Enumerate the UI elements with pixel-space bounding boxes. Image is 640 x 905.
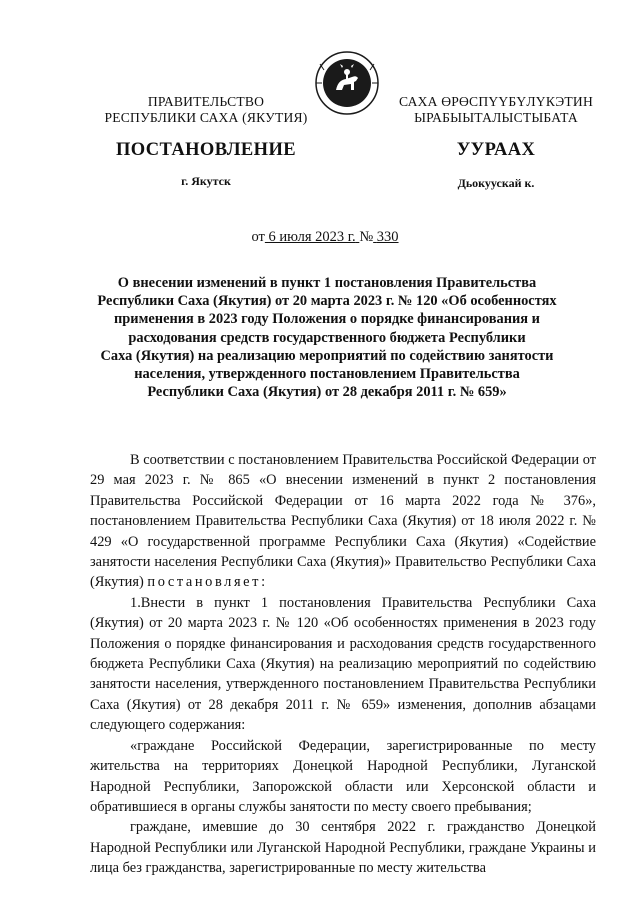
right-org-line-1: САХА ӨРӨСПҮҮБҮЛҮКЭТИН (399, 94, 593, 109)
left-organization-name (96, 94, 316, 126)
body-paragraph-preamble: В соответствии с постановлением Правительства Российской Федерации от 29 мая 2023 г. № 865 «О внесении изменений в пункт 2 постановления Правительства Российской Федерации от 16 марта 2022 года № 376», постановлением Правительства Республики Саха (Якутия) от 18 июля 2022 г. № 429 «О государственной программе Республики Саха (Якутия) «Содействие занятости населения Республики Саха (Якутия)» Правительство Республики Саха (Якутия) постановляет: (90, 452, 596, 591)
title-line: Республики Саха (Якутия) от 20 марта 2023 г. № 120 «Об особенностях (97, 293, 557, 310)
title-line: населения, утвержденного постановлением Правительства (134, 366, 520, 383)
document-number: 330 (376, 229, 399, 245)
document-date: 6 июля 2023 г. (268, 229, 356, 245)
date-prefix: от (251, 229, 265, 245)
coat-of-arms-icon (314, 50, 380, 116)
title-line: Саха (Якутия) на реализацию мероприятий по содействию занятости (100, 347, 554, 364)
right-document-type: УУРААХ (456, 140, 536, 160)
body-paragraph-quoted-1: «граждане Российской Федерации, зарегистрированные по месту жительства на территориях Донецкой Народной Республики, Луганской Народной Республики, Запорожской области или Херсонской области и обратившиеся в органы службы занятости по месту своего пребывания; (90, 737, 596, 815)
document-body (90, 450, 596, 879)
left-org-line-2: РЕСПУБЛИКИ САХА (ЯКУТИЯ) (104, 110, 308, 125)
right-organization-name (392, 94, 600, 126)
left-document-type: ПОСТАНОВЛЕНИЕ (115, 140, 296, 160)
number-prefix: № (359, 229, 374, 245)
left-city: г. Якутск (181, 174, 231, 188)
left-org-line-1: ПРАВИТЕЛЬСТВО (147, 94, 265, 109)
document-title (82, 274, 572, 401)
right-org-line-2: ЫРАБЫЫТАЛЫСТЫБАТА (414, 110, 578, 125)
body-paragraph-clause-1: 1.Внести в пункт 1 постановления Правительства Республики Саха (Якутия) от 20 марта 2023 г. № 120 «Об особенностях применения в 2023 году Положения о порядке финансирования и расходования средств государственного бюджета Республики Саха (Якутия) на реализацию мероприятий по содействию занятости населения, утвержденного постановлением Правительства Республики Саха (Якутия) от 28 декабря 2011 г. № 659» изменения, дополнив абзацами следующего содержания: (90, 594, 596, 734)
title-line: применения в 2023 году Положения о порядке финансирования и (114, 311, 540, 328)
title-line: расходования средств государственного бюджета Республики (128, 329, 526, 346)
document-dateline (90, 229, 560, 246)
right-city: Дьокуускай к. (457, 176, 535, 190)
title-line: Республики Саха (Якутия) от 28 декабря 2011 г. № 659» (147, 384, 507, 401)
resolution-word: постановляет: (147, 574, 268, 591)
title-line: О внесении изменений в пункт 1 постановления Правительства (117, 275, 537, 291)
body-paragraph-quoted-2: граждане, имевшие до 30 сентября 2022 г. гражданство Донецкой Народной Республики или Луганской Народной Республики, граждане Украины и лица без гражданства, зарегистрированные по месту жительства (90, 819, 596, 877)
